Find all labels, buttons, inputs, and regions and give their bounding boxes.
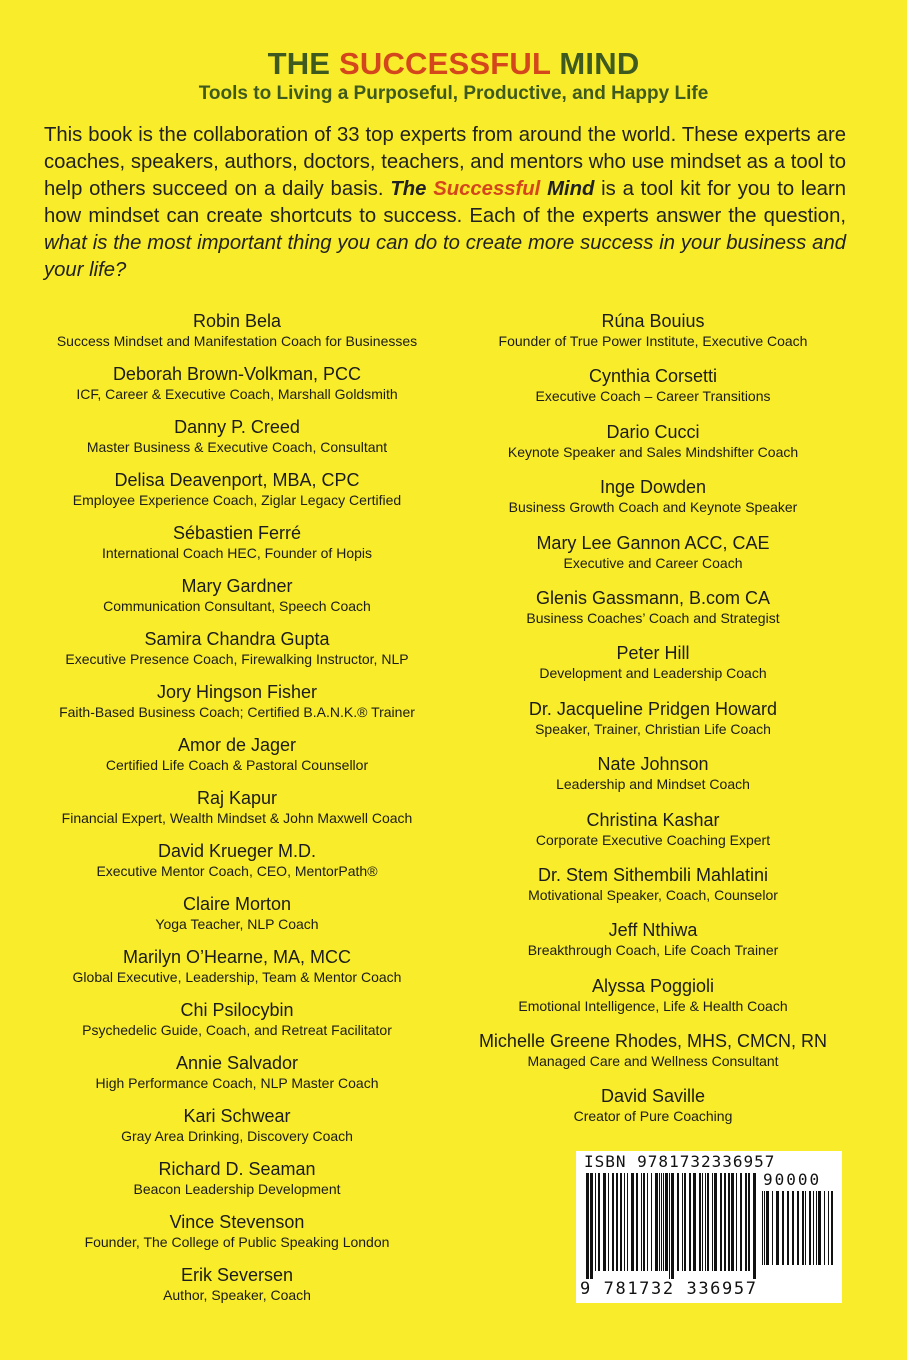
expert-name: Vince Stevenson (169, 1212, 305, 1232)
expert-role: Certified Life Coach & Pastoral Counsellor (105, 757, 369, 773)
expert-role: High Performance Coach, NLP Master Coach (95, 1075, 379, 1091)
expert-name: Annie Salvador (175, 1053, 299, 1073)
expert-role: Master Business & Executive Coach, Consultant (86, 439, 388, 455)
expert-entry (17, 628, 457, 681)
barcode-bar (661, 1173, 662, 1271)
expert-name: Peter Hill (616, 643, 690, 664)
expert-role: Founder, The College of Public Speaking London (84, 1234, 390, 1250)
expert-role: Gray Area Drinking, Discovery Coach (121, 1128, 353, 1144)
experts-right-column (433, 310, 873, 1141)
barcode-bar (586, 1173, 589, 1279)
expert-name: Mary Lee Gannon ACC, CAE (536, 532, 770, 553)
expert-name: Dr. Jacqueline Pridgen Howard (528, 698, 778, 719)
barcode-bar (702, 1173, 703, 1271)
barcode-bar (595, 1173, 596, 1271)
barcode-bar (641, 1173, 642, 1271)
expert-entry (433, 809, 873, 864)
isbn-digits: 9 781732 336957 (580, 1279, 758, 1299)
blurb-part1: This book is the collaboration of 33 top experts from around the world. These experts are coaches, speakers, authors, doctors, teachers, and mentors who use mindset as a tool to help others succeed on a daily basis. (44, 124, 846, 200)
expert-name: Nate Johnson (597, 754, 709, 775)
book-title (0, 46, 907, 82)
expert-name: Rúna Bouius (601, 311, 705, 331)
expert-role: Corporate Executive Coaching Expert (535, 831, 771, 848)
expert-entry (17, 734, 457, 787)
expert-entry (17, 363, 457, 416)
barcode-bar (782, 1191, 784, 1265)
barcode-bar (818, 1191, 821, 1265)
barcode-bar (714, 1173, 717, 1271)
expert-entry (433, 476, 873, 531)
barcode-bar (731, 1173, 734, 1271)
expert-role: Creator of Pure Coaching (573, 1108, 733, 1125)
barcode-bar (824, 1191, 825, 1265)
expert-role: Success Mindset and Manifestation Coach for Businesses (56, 333, 418, 349)
barcode-bar (772, 1191, 773, 1265)
barcode-bar (643, 1173, 645, 1271)
blurb-question: what is the most important thing you can do to create more success in your business and your life? (44, 232, 846, 281)
expert-role: Yoga Teacher, NLP Coach (155, 916, 319, 932)
expert-entry (17, 1211, 457, 1264)
barcode-bar (598, 1173, 600, 1271)
blurb-paragraph (44, 122, 846, 284)
book-subtitle: Tools to Living a Purposeful, Productive, and Happy Life (198, 83, 709, 104)
expert-entry (17, 310, 457, 363)
barcode-bar (705, 1173, 706, 1271)
expert-role: Employee Experience Coach, Ziglar Legacy Certified (72, 492, 402, 508)
barcode-bar (689, 1173, 691, 1271)
expert-role: Motivational Speaker, Coach, Counselor (528, 886, 778, 903)
barcode-bar (766, 1191, 769, 1265)
barcode-bar (624, 1173, 625, 1271)
expert-role: Executive Presence Coach, Firewalking Instructor, NLP (65, 651, 409, 667)
expert-role: Executive Mentor Coach, CEO, MentorPath® (96, 863, 378, 879)
barcode-bar (724, 1173, 726, 1271)
barcode-bar (655, 1173, 658, 1271)
title-post: MIND (550, 46, 640, 81)
barcode-bar (712, 1173, 713, 1271)
expert-name: Marilyn O’Hearne, MA, MCC (122, 947, 352, 967)
expert-name: Delisa Deavenport, MBA, CPC (114, 470, 360, 490)
expert-role: Managed Care and Wellness Consultant (527, 1053, 779, 1070)
barcode-bar (720, 1173, 722, 1271)
barcode-bar (665, 1173, 668, 1271)
barcode-bar (608, 1173, 609, 1271)
barcode-bar (590, 1173, 593, 1279)
expert-entry (433, 642, 873, 697)
expert-name: Amor de Jager (177, 735, 297, 755)
barcode-bar (659, 1173, 660, 1271)
expert-entry (17, 1105, 457, 1158)
expert-entry (17, 1158, 457, 1211)
expert-name: Christina Kashar (586, 809, 720, 830)
expert-entry (17, 575, 457, 628)
expert-entry (433, 919, 873, 974)
barcode-bar (748, 1173, 750, 1271)
expert-entry (433, 421, 873, 476)
barcode-bar (745, 1173, 747, 1271)
expert-entry (17, 522, 457, 575)
barcode-bar (776, 1191, 779, 1265)
expert-entry (433, 310, 873, 365)
barcode-bar (616, 1173, 618, 1271)
expert-role: Communication Consultant, Speech Coach (103, 598, 371, 614)
barcode-bar (677, 1173, 679, 1271)
barcode-bar (663, 1173, 664, 1271)
book-name-post: Mind (540, 178, 595, 200)
expert-role: Emotional Intelligence, Life & Health Coach (518, 997, 788, 1014)
expert-entry (17, 840, 457, 893)
expert-name: Deborah Brown-Volkman, PCC (112, 364, 362, 384)
expert-name: Cynthia Corsetti (588, 366, 718, 387)
isbn-barcode (576, 1151, 842, 1303)
barcode-bar (682, 1173, 683, 1271)
book-name (390, 178, 594, 200)
barcode-bar (802, 1191, 804, 1265)
expert-name: David Saville (600, 1086, 706, 1107)
barcode-bar (828, 1191, 829, 1265)
expert-name: Dario Cucci (606, 421, 700, 442)
expert-role: Executive Coach – Career Transitions (535, 388, 771, 405)
barcode-bar (699, 1173, 701, 1271)
barcode-bar (797, 1191, 799, 1265)
barcode-bars (586, 1173, 758, 1279)
expert-role: Founder of True Power Institute, Executive Coach (498, 333, 808, 349)
barcode-bar (740, 1173, 742, 1271)
expert-role: Speaker, Trainer, Christian Life Coach (535, 720, 771, 737)
barcode-bar (831, 1191, 833, 1265)
expert-name: Raj Kapur (196, 788, 278, 808)
expert-role: Faith-Based Business Coach; Certified B.A.N.K.® Trainer (59, 704, 415, 720)
isbn-label: ISBN 9781732336957 (584, 1152, 776, 1171)
expert-entry (17, 681, 457, 734)
barcode-bar (651, 1173, 652, 1271)
expert-entry (17, 999, 457, 1052)
expert-role: Business Coaches’ Coach and Strategist (526, 609, 780, 626)
title-accent: SUCCESSFUL (339, 46, 551, 81)
expert-entry (433, 698, 873, 753)
expert-name: Kari Schwear (183, 1106, 291, 1126)
addon-bars (762, 1191, 834, 1273)
barcode-bar (805, 1191, 806, 1265)
expert-name: Glenis Gassmann, B.com CA (535, 587, 771, 608)
barcode-bar (620, 1173, 622, 1271)
title-pre: THE (267, 46, 339, 81)
barcode-bar (813, 1191, 814, 1265)
blurb-part2: is a tool kit for you to learn how mindset can create shortcuts to success. Each of the experts answer the question, (44, 178, 846, 227)
expert-name: Richard D. Seaman (158, 1159, 316, 1179)
expert-entry (17, 1052, 457, 1105)
expert-role: Leadership and Mindset Coach (556, 776, 750, 793)
expert-name: Jory Hingson Fisher (156, 682, 318, 702)
expert-name: Alyssa Poggioli (591, 975, 715, 996)
experts-left-column (17, 310, 457, 1317)
barcode-bar (684, 1173, 686, 1271)
barcode-bar (792, 1191, 794, 1265)
expert-entry (433, 587, 873, 642)
expert-entry (17, 946, 457, 999)
barcode-bar (809, 1191, 811, 1265)
expert-entry (17, 893, 457, 946)
expert-name: David Krueger M.D. (157, 841, 317, 861)
barcode-bar (762, 1191, 763, 1265)
expert-name: Chi Psilocybin (180, 1000, 294, 1020)
expert-role: Author, Speaker, Coach (163, 1287, 311, 1303)
expert-entry (17, 1264, 457, 1317)
expert-entry (17, 787, 457, 840)
expert-name: Dr. Stem Sithembili Mahlatini (537, 864, 769, 885)
expert-role: ICF, Career & Executive Coach, Marshall Goldsmith (76, 386, 398, 402)
expert-name: Claire Morton (182, 894, 292, 914)
expert-name: Inge Dowden (599, 477, 707, 498)
barcode-bar (816, 1191, 817, 1265)
expert-entry (433, 975, 873, 1030)
expert-role: Business Growth Coach and Keynote Speaker (508, 499, 798, 516)
expert-role: Beacon Leadership Development (133, 1181, 341, 1197)
expert-name: Jeff Nthiwa (608, 920, 698, 941)
barcode-bar (736, 1173, 737, 1271)
expert-name: Sébastien Ferré (172, 523, 302, 543)
expert-entry (433, 753, 873, 808)
expert-role: Keynote Speaker and Sales Mindshifter Coach (507, 443, 799, 460)
barcode-bar (671, 1173, 674, 1279)
expert-entry (17, 469, 457, 522)
expert-role: Financial Expert, Wealth Mindset & John Maxwell Coach (61, 810, 413, 826)
expert-name: Michelle Greene Rhodes, MHS, CMCN, RN (478, 1031, 828, 1052)
expert-entry (433, 1030, 873, 1085)
expert-entry (433, 365, 873, 420)
barcode-bar (787, 1191, 789, 1265)
book-name-accent: Successful (433, 178, 541, 200)
expert-entry (433, 1085, 873, 1140)
expert-name: Danny P. Creed (174, 417, 300, 437)
expert-role: Breakthrough Coach, Life Coach Trainer (527, 942, 779, 959)
price-addon: 90000 (763, 1170, 822, 1189)
expert-role: Development and Leadership Coach (539, 665, 767, 682)
barcode-bar (603, 1173, 606, 1271)
expert-role: Global Executive, Leadership, Team & Mentor Coach (72, 969, 402, 985)
expert-name: Erik Seversen (180, 1265, 294, 1285)
barcode-bar (728, 1173, 730, 1271)
barcode-bar (764, 1191, 765, 1265)
barcode-bar (647, 1173, 648, 1271)
barcode-bar (631, 1173, 634, 1271)
barcode-bar (693, 1173, 696, 1271)
barcode-bar (627, 1173, 628, 1271)
expert-name: Samira Chandra Gupta (144, 629, 330, 649)
expert-entry (433, 864, 873, 919)
barcode-bar (669, 1173, 670, 1279)
barcode-bar (636, 1173, 638, 1271)
expert-role: Psychedelic Guide, Coach, and Retreat Facilitator (82, 1022, 392, 1038)
expert-name: Mary Gardner (181, 576, 293, 596)
expert-entry (17, 416, 457, 469)
book-name-pre: The (390, 178, 434, 200)
expert-name: Robin Bela (192, 311, 282, 331)
expert-entry (433, 532, 873, 587)
expert-role: International Coach HEC, Founder of Hopis (101, 545, 373, 561)
barcode-bar (753, 1173, 756, 1279)
expert-role: Executive and Career Coach (563, 554, 743, 571)
barcode-bar (707, 1173, 709, 1271)
barcode-bar (612, 1173, 614, 1271)
